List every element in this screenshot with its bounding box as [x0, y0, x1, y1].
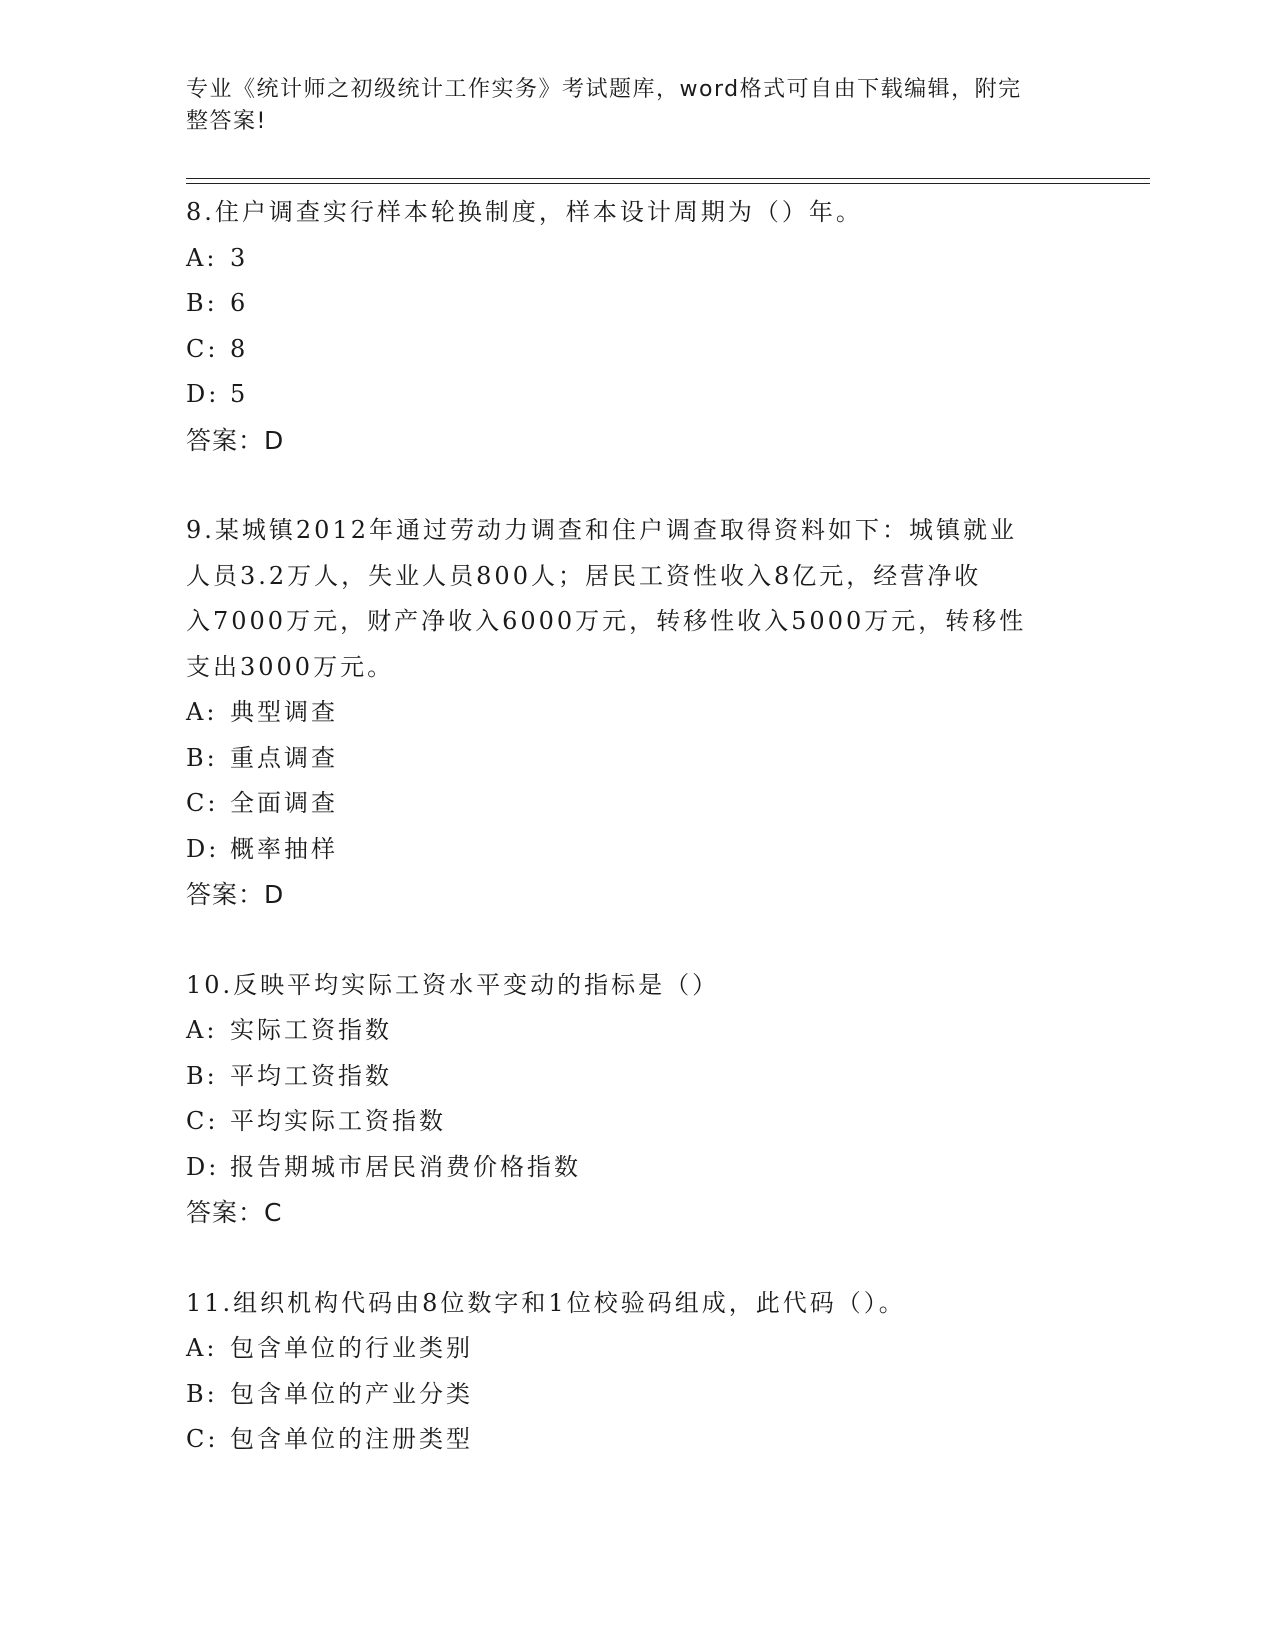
option-letter: A: — [186, 1016, 218, 1044]
answer: 答案：D — [186, 880, 285, 909]
option-text: 概率抽样 — [230, 834, 338, 863]
option-c — [186, 1417, 1086, 1463]
option-letter: B: — [186, 743, 218, 772]
option-letter: A: — [186, 1334, 218, 1362]
question-text — [186, 1281, 1086, 1327]
option-text: 6 — [230, 289, 249, 317]
answer: 答案：C — [186, 1198, 283, 1227]
option-c — [186, 781, 1086, 827]
question-8 — [186, 190, 1086, 463]
option-letter: A: — [186, 698, 218, 726]
option-d — [186, 1145, 1086, 1191]
option-text: 实际工资指数 — [230, 1016, 392, 1044]
option-b — [186, 736, 1086, 782]
question-text — [186, 190, 1086, 236]
option-letter: B: — [186, 289, 218, 317]
question-line: 9.某城镇2012年通过劳动力调查和住户调查取得资料如下：城镇就业 — [186, 516, 1017, 544]
option-text: 3 — [230, 243, 249, 272]
question-9 — [186, 508, 1086, 918]
option-a — [186, 1326, 1086, 1372]
option-b — [186, 281, 1086, 327]
header-rule-bottom — [186, 183, 1150, 184]
header-line-2: 整答案! — [186, 109, 267, 134]
option-letter: B: — [186, 1061, 218, 1090]
option-text: 8 — [230, 334, 249, 363]
option-letter: C: — [186, 789, 219, 817]
option-letter: B: — [186, 1379, 218, 1408]
question-line: 人员3.2万人，失业人员800人；居民工资性收入8亿元，经营净收 — [186, 561, 982, 590]
option-text: 包含单位的行业类别 — [230, 1334, 473, 1362]
option-text: 重点调查 — [230, 743, 338, 772]
question-11 — [186, 1281, 1086, 1463]
option-c — [186, 327, 1086, 373]
question-text — [186, 963, 1086, 1009]
question-line: 8.住户调查实行样本轮换制度，样本设计周期为（）年。 — [186, 198, 863, 226]
header-line-1: 专业《统计师之初级统计工作实务》考试题库，word格式可自由下载编辑，附完 — [186, 77, 1022, 102]
option-c — [186, 1099, 1086, 1145]
question-line: 10.反映平均实际工资水平变动的指标是（） — [186, 970, 720, 999]
option-a — [186, 236, 1086, 282]
option-letter: C: — [186, 1107, 219, 1135]
option-text: 平均实际工资指数 — [230, 1107, 446, 1135]
option-text: 平均工资指数 — [230, 1061, 392, 1090]
option-b — [186, 1372, 1086, 1418]
question-text — [186, 508, 1086, 690]
option-b — [186, 1054, 1086, 1100]
question-line: 11.组织机构代码由8位数字和1位校验码组成，此代码（）。 — [186, 1288, 906, 1317]
option-letter: D: — [186, 1152, 220, 1181]
option-text: 包含单位的产业分类 — [230, 1379, 473, 1408]
question-line: 入7000万元，财产净收入6000万元，转移性收入5000万元，转移性 — [186, 607, 1027, 635]
option-letter: D: — [186, 834, 220, 863]
option-text: 全面调查 — [230, 789, 338, 817]
option-text: 包含单位的注册类型 — [230, 1425, 473, 1453]
question-10 — [186, 963, 1086, 1236]
option-text: 5 — [230, 380, 249, 408]
option-letter: C: — [186, 334, 219, 363]
option-d — [186, 372, 1086, 418]
question-list — [186, 190, 1086, 1463]
option-text: 典型调查 — [230, 698, 338, 726]
option-letter: A: — [186, 243, 218, 272]
header-rule-top — [186, 178, 1150, 179]
option-text: 报告期城市居民消费价格指数 — [230, 1152, 581, 1181]
document-header — [186, 74, 1066, 138]
option-d — [186, 827, 1086, 873]
option-a — [186, 1008, 1086, 1054]
option-letter: C: — [186, 1425, 219, 1453]
answer: 答案：D — [186, 425, 285, 455]
option-letter: D: — [186, 380, 220, 408]
question-line: 支出3000万元。 — [186, 652, 395, 681]
option-a — [186, 690, 1086, 736]
